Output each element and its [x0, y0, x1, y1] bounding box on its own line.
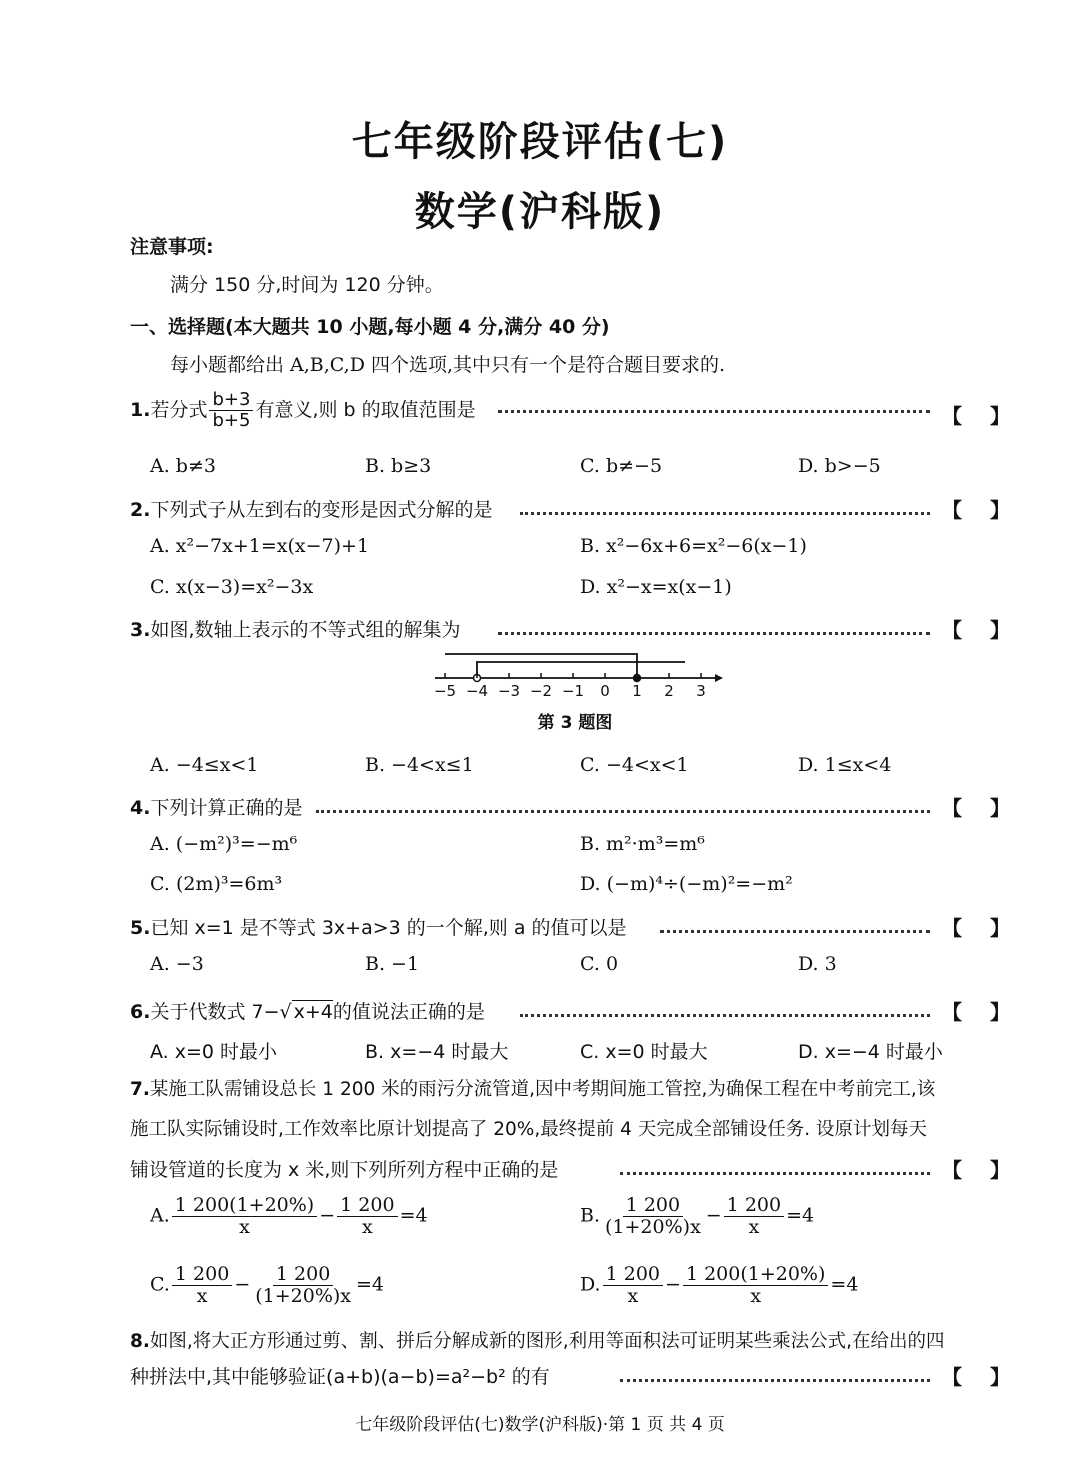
answer-leader-dots: [620, 1379, 930, 1382]
answer-bracket-close: 】: [990, 404, 1010, 428]
answer-leader-dots: [498, 632, 930, 635]
q1-frac-numerator: b+3: [209, 390, 253, 411]
tick-label: −4: [465, 682, 489, 700]
option-a: A. x=0 时最小: [150, 1041, 278, 1063]
option-c: C. x=0 时最大: [580, 1041, 708, 1063]
answer-bracket-close: 】: [990, 1365, 1010, 1389]
tick-label: −2: [529, 682, 553, 700]
option-a: A. $\frac{1 200(1+20\%)}{x}$ − $\frac{1 200}{x}$ =4: [150, 1194, 428, 1238]
answer-bracket-close: 】: [990, 1000, 1010, 1024]
option-b: B. m²·m³=m⁶: [580, 833, 705, 855]
answer-bracket-open: 【: [942, 1000, 962, 1024]
answer-bracket-close: 】: [990, 916, 1010, 940]
q6-radicand: x+4: [293, 1001, 333, 1023]
page-footer: 七年级阶段评估(七)数学(沪科版)·第 1 页 共 4 页: [355, 1415, 725, 1435]
answer-bracket-open: 【: [942, 1365, 962, 1389]
answer-leader-dots: [498, 410, 930, 413]
option-a: A. b≠3: [150, 455, 216, 477]
answer-bracket-close: 】: [990, 618, 1010, 642]
q1-frac-denominator: b+5: [212, 409, 251, 431]
option-b: B. −4<x≤1: [365, 754, 474, 776]
question-7-line1: 7.某施工队需铺设总长 1 200 米的雨污分流管道,因中考期间施工管控,为确保工程在中考前完工,该: [130, 1079, 936, 1100]
option-b: B. b≥3: [365, 455, 432, 477]
question-5-stem: 5.已知 x=1 是不等式 3x+a>3 的一个解,则 a 的值可以是: [130, 917, 627, 939]
option-a: A. x²−7x+1=x(x−7)+1: [150, 535, 370, 557]
option-b: B. x=−4 时最大: [365, 1041, 509, 1063]
tick-label: 3: [696, 682, 706, 700]
figure-caption: 第 3 题图: [537, 713, 613, 733]
question-7-line2: 施工队实际铺设时,工作效率比原计划提高了 20%,最终提前 4 天完成全部铺设任务. 设原计划每天: [130, 1119, 928, 1140]
tick-label: 2: [664, 682, 674, 700]
notice-text: 满分 150 分,时间为 120 分钟。: [170, 274, 444, 296]
answer-bracket-open: 【: [942, 796, 962, 820]
option-d: D. x²−x=x(x−1): [580, 576, 732, 598]
question-2-stem: 2.下列式子从左到右的变形是因式分解的是: [130, 499, 493, 521]
option-b: B. x²−6x+6=x²−6(x−1): [580, 535, 807, 557]
question-1-stem: 1.若分式 $\frac{b+3}{b+5}$ 有意义,则 b 的取值范围是: [130, 389, 476, 431]
answer-leader-dots: [520, 1014, 930, 1017]
answer-bracket-open: 【: [942, 1158, 962, 1182]
option-b: B. −1: [365, 953, 420, 975]
axis-arrow-icon: [715, 674, 723, 682]
option-c: C. −4<x<1: [580, 754, 689, 776]
option-a: A. −3: [150, 953, 204, 975]
option-c: C. b≠−5: [580, 455, 663, 477]
answer-leader-dots: [520, 512, 930, 515]
answer-leader-dots: [660, 930, 930, 933]
question-4-stem: 4.下列计算正确的是: [130, 797, 303, 819]
number-line-tick-labels: [425, 682, 735, 704]
answer-bracket-open: 【: [942, 404, 962, 428]
option-c: C. $\frac{1 200}{x}$ − $\frac{1 200}{(1+20\%)x}$ =4: [150, 1263, 385, 1307]
tick-label: 0: [600, 682, 610, 700]
question-7-line3: 铺设管道的长度为 x 米,则下列所列方程中正确的是: [130, 1159, 559, 1181]
question-6-stem: 6.关于代数式 7−√ x+4的值说法正确的是: [130, 1001, 485, 1023]
option-a: A. −4≤x<1: [150, 754, 259, 776]
question-3-stem: 3.如图,数轴上表示的不等式组的解集为: [130, 619, 461, 641]
question-8-line2: 种拼法中,其中能够验证(a+b)(a−b)=a²−b² 的有: [130, 1366, 550, 1388]
answer-bracket-open: 【: [942, 618, 962, 642]
option-c: C. 0: [580, 953, 619, 975]
tick-label: 1: [632, 682, 642, 700]
section-heading: 一、选择题(本大题共 10 小题,每小题 4 分,满分 40 分): [130, 316, 610, 338]
tick-label: −5: [433, 682, 457, 700]
option-c: C. x(x−3)=x²−3x: [150, 576, 314, 598]
notice-heading: 注意事项:: [130, 236, 214, 258]
exam-subtitle: 数学(沪科版): [414, 189, 666, 235]
option-c: C. (2m)³=6m³: [150, 873, 283, 895]
option-d: D. b>−5: [798, 455, 881, 477]
answer-bracket-close: 】: [990, 796, 1010, 820]
option-d: D. x=−4 时最小: [798, 1041, 943, 1063]
tick-label: −3: [497, 682, 521, 700]
section-instruction: 每小题都给出 A,B,C,D 四个选项,其中只有一个是符合题目要求的.: [170, 354, 726, 376]
tick-label: −1: [561, 682, 585, 700]
exam-title: 七年级阶段评估(七): [351, 119, 729, 165]
solution-ray-lower-bound: [477, 662, 685, 678]
option-d: D. (−m)⁴÷(−m)²=−m²: [580, 873, 793, 895]
option-d: D. $\frac{1 200}{x}$ − $\frac{1 200(1+20\%)}{x}$ =4: [580, 1263, 859, 1307]
answer-bracket-open: 【: [942, 498, 962, 522]
answer-leader-dots: [316, 810, 930, 813]
question-8-line1: 8.如图,将大正方形通过剪、割、拼后分解成新的图形,利用等面积法可证明某些乘法公式,在给出的四: [130, 1331, 945, 1352]
option-b: B. $\frac{1 200}{(1+20\%)x}$ − $\frac{1 200}{x}$ =4: [580, 1194, 815, 1238]
option-a: A. (−m²)³=−m⁶: [150, 833, 298, 855]
answer-bracket-close: 】: [990, 498, 1010, 522]
answer-bracket-open: 【: [942, 916, 962, 940]
option-d: D. 1≤x<4: [798, 754, 892, 776]
option-d: D. 3: [798, 953, 837, 975]
answer-leader-dots: [620, 1172, 930, 1175]
answer-bracket-close: 】: [990, 1158, 1010, 1182]
